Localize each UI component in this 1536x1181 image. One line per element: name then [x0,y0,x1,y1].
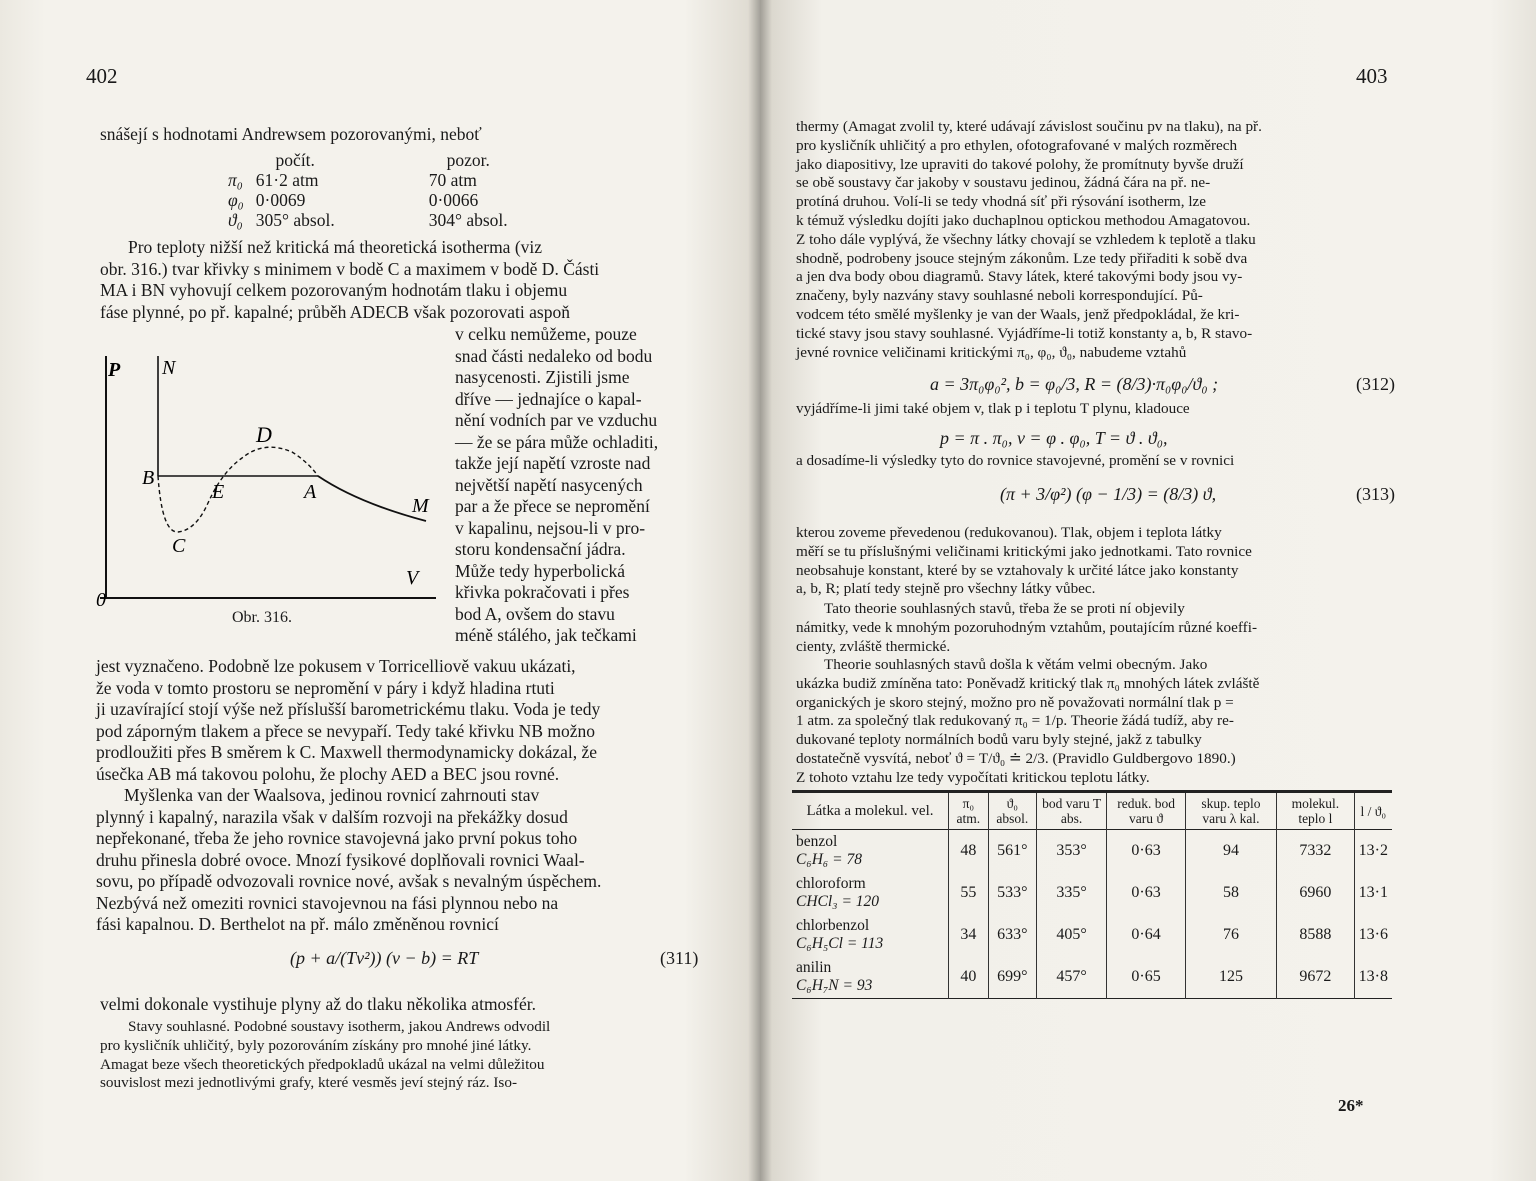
table-cell: 6960 [1277,872,1355,914]
text-line: méně stálého, jak tečkami [455,625,637,645]
text-line: Nezbývá než omeziti rovnici stavojevnou na fási plynnou nebo na [96,892,559,913]
figure-label-origin: 0 [96,589,106,611]
text-line: a, b, R; platí tedy stejně pro všechny látky vůbec. [796,580,1096,598]
table-cell: 0·65 [1107,956,1185,999]
line-vyjadrime: vyjádříme-li jimi také objem v, tlak p i teplotu T plynu, kladouce [796,400,1190,417]
text-line: Stavy souhlasné. Podobné soustavy isotherm, jakou Andrews odvodil [128,1018,551,1035]
paragraph-van-der-waals [96,785,700,936]
obs-value: 70 atm [428,170,477,190]
text-line: ukázka budiž zmíněna tato: Poněvadž kritický tlak π₀ mnohých látek zvláště [796,674,1260,692]
calc-value: 0·0069 [255,190,306,210]
text-line: — že se pára může ochladiti, [455,431,659,452]
calc-value: 305° absol. [255,210,335,230]
table-cell: 8588 [1277,914,1355,956]
table-cell: 40 [949,956,989,999]
table-cell: 0·63 [1107,830,1185,873]
line-dosadime: a dosadíme-li výsledky tyto do rovnice stavojevné, promění se v rovnici [796,452,1235,469]
figure-label-V: V [406,567,419,589]
table-cell: 125 [1185,956,1276,999]
paragraph-reduced [796,524,1396,599]
text-line: v kapalinu, nejsou-li v pro- [455,517,646,538]
equation-substitution: p = π . π₀, v = φ . φ₀, T = ϑ . ϑ₀, [940,428,1168,448]
text-line: jako diapositivy, lze upraviti do takové polohy, že promítnuty byvše druží [796,155,1244,173]
table-cell: 58 [1185,872,1276,914]
signature-mark: 26* [1338,1096,1364,1115]
equation-312: a = 3π₀φ₀², b = φ₀/3, R = (8/3)·π₀φ₀/ϑ₀ ; [930,374,1219,394]
text-line: dostatečně vysvítá, neboť ϑ = T/ϑ₀ ≐ 2/3. (Pravidlo Guldbergovo 1890.) [796,749,1236,767]
paragraph-maxwell [96,656,700,785]
after-equation-line: velmi dokonale vystihuje plyny až do tlaku několika atmosfér. [100,994,536,1014]
text-line: měří se tu příslušnými veličinami kritickými jako jednotkami. Tato rovnice [796,542,1252,560]
table-header: π₀ atm. [949,792,989,830]
table-cell: 9672 [1277,956,1355,999]
figure-316-isotherm [96,348,442,618]
table-header: bod varu T abs. [1036,792,1107,830]
paragraph-stavy-souhlasne [100,1018,704,1093]
table-cell: 533° [988,872,1036,914]
paragraph-amagat [796,118,1396,362]
figure-label-B: B [142,467,155,489]
text-line: plynný i kapalný, narazila však v dalším rozvoji na překážky dosud [96,806,568,827]
text-line: se obě soustavy čar jakoby v soustavu jedinou, žádná čára na př. ne- [796,174,1211,192]
text-line: fási kapalnou. D. Berthelot na př. málo změněnou rovnicí [96,914,499,934]
text-line: nasycenosti. Zjistili jsme [455,367,630,387]
table-cell: 13·2 [1354,830,1392,873]
figure-label-P: P [108,359,121,381]
text-line: Pro teploty nižší než kritická má theoretická isotherma (viz [128,237,543,257]
equation-313: (π + 3/φ²) (φ − 1/3) = (8/3) ϑ, [1000,484,1217,504]
text-line: ji uzavírající stojí výše než příslušší barometrickému tlaku. Voda je tedy [96,699,601,719]
text-line: k témuž výsledku dojíti jako duchaplnou optickou methodou Amagatovou. [796,211,1251,229]
text-line: největší napětí nasycených [455,474,643,495]
figure-label-E: E [212,481,225,503]
text-line: souvislost mezi jednotlivými grafy, které vesměs jeví stejný ráz. Iso- [100,1074,517,1092]
text-line: tické stavy jsou stavy souhlasné. Vyjádříme-li totiž konstanty a, b, R stavo- [796,324,1253,342]
table-header: skup. teplo varu λ kal. [1185,792,1276,830]
text-line: kterou zoveme převedenou (redukovanou). Tlak, objem i teplota látky [796,524,1222,541]
symbol: ϑ₀ [228,210,243,230]
substance-name: anilin [796,959,832,976]
symbol: φ₀ [228,190,244,210]
text-line: Z tohoto vztahu lze tedy vypočítati kritickou teplotu látky. [796,768,1150,786]
text-line: pod záporným tlakem a přece se nevypaří. Tedy také křivku NB možno [96,720,595,741]
substance-cell [792,872,949,914]
paragraph-isotherm [100,237,700,323]
equation-311: (p + a/(Tv²)) (v − b) = RT [290,948,479,968]
table-cell: 353° [1036,830,1107,873]
text-line: druhu přinesla dobré ovoce. Mnozí fysikové doplňovali rovnici Waal- [96,849,585,870]
figure-label-N: N [162,357,176,379]
equation-313-label: (313) [1356,484,1395,504]
text-line: námitky, vede k mnohým pozoruhodným vztahům, poutajícím různé koeffi- [796,618,1258,636]
text-line: bod A, ovšem do stavu [455,603,615,624]
table-header-row [792,792,1392,830]
text-line: protíná druhou. Volí-li se tedy vhodná síť při rýsování isotherm, lze [796,193,1207,211]
table-row [792,872,1392,914]
table-header: Látka a molekul. vel. [806,802,934,819]
page-number: 402 [86,64,118,88]
text-line: pro kysličník uhličitý a pro ethylen, ofotografované v malých rozměrech [796,136,1238,154]
text-line: značeny, byly nazvány stavy souhlasné neboli korrespondující. Pů- [796,287,1203,305]
table-header: reduk. bod varu ϑ [1107,792,1185,830]
text-line: 1 atm. za společný tlak redukovaný π₀ = 1/p. Theorie žádá tudíž, aby re- [796,712,1234,730]
text-line: úsečka AB má takovou polohu, že plochy AED a BEC jsou rovné. [96,763,560,784]
obs-value: 304° absol. [428,210,508,230]
table-header: molekul. teplo l [1277,792,1355,830]
text-line: že voda v tomto prostoru se nepromění v páry i když hladina rtuti [96,677,555,698]
text-line: jevné rovnice veličinami kritickými π₀, φ₀, ϑ₀, nabudeme vztahů [796,343,1187,361]
values-table [222,150,514,230]
obs-value: 0·0066 [428,190,479,210]
text-line: dukované teploty normálních bodů varu byly stejné, jakž z tabulky [796,731,1202,749]
text-line: MA i BN vyhovují celkem pozorovaným hodnotám tlaku i objemu [100,280,568,300]
symbol: π₀ [228,170,243,190]
text-line: snad části nedaleko od bodu [455,345,653,366]
figure-label-C: C [172,535,186,557]
text-line: pro kysličník uhličitý, byly pozorováním získány pro mnohé jiné látky. [100,1036,532,1054]
text-line: dříve — jednajíce o kapal- [455,388,642,409]
table-header: ϑ₀ absol. [988,792,1036,830]
text-line: Může tedy hyperbolická [455,560,626,581]
calc-value: 61·2 atm [255,170,319,190]
substance-cell [792,830,949,873]
text-line: v celku nemůžeme, pouze [455,324,637,344]
paragraph-narrow [455,324,695,647]
text-line: nepřekonané, třeba že jeho rovnice stavojevná jako první pokus toho [96,828,578,848]
equation-312-label: (312) [1356,374,1395,394]
right-page [760,0,1536,1181]
text-line: Amagat beze všech theoretických předpokladů ukázal na velmi důležitou [100,1055,545,1073]
text-line: prodloužiti přes B směrem k C. Maxwell thermodynamicky dokázal, že [96,742,598,762]
text-line: křivka pokračovati i přes [455,582,630,602]
boiling-point-table [792,790,1392,999]
table-cell: 13·1 [1354,872,1392,914]
text-line: takže její napětí vzroste nad [455,453,651,473]
table-cell: 48 [949,830,989,873]
substance-name: chlorbenzol [796,917,870,934]
table-cell: 76 [1185,914,1276,956]
figure-label-M: M [412,495,429,517]
text-line: storu kondensační jádra. [455,539,626,559]
text-line: obr. 316.) tvar křivky s minimem v bodě C a maximem v bodě D. Části [100,258,600,279]
table-cell: 405° [1036,914,1107,956]
table-row [792,956,1392,999]
table-cell: 13·8 [1354,956,1392,999]
table-cell: 55 [949,872,989,914]
text-line: neobsahuje konstant, které by se vztahovaly k určité látce jako konstanty [796,561,1239,579]
text-line: cienty, zvláště thermické. [796,637,951,655]
text-line: Tato theorie souhlasných stavů, třeba že se proti ní objevily [824,600,1185,617]
table-cell: 34 [949,914,989,956]
figure-label-A: A [304,481,317,503]
text-line: Z toho dále vyplývá, že všechny látky chovají se vzhledem k teplotě a tlaku [796,230,1256,248]
substance-formula: C₆H₆ = 78 [796,851,863,868]
substance-formula: C₆H₅Cl = 113 [796,935,884,952]
substance-formula: C₆H₇N = 93 [796,977,873,994]
substance-cell [792,914,949,956]
figure-label-D: D [256,422,272,447]
text-line: Myšlenka van der Waalsova, jedinou rovnicí zahrnouti stav [124,785,540,805]
text-line: jest vyznačeno. Podobně lze pokusem v Torricelliově vakuu ukázati, [96,656,576,676]
table-cell: 335° [1036,872,1107,914]
text-line: thermy (Amagat zvolil ty, které udávají závislost součinu pv na tlaku), na př. [796,118,1262,135]
paragraph-theory [796,600,1396,656]
paragraph-guldberg [796,656,1396,788]
table-cell: 633° [988,914,1036,956]
table-cell: 457° [1036,956,1107,999]
table-row [792,830,1392,873]
equation-311-label: (311) [660,948,699,968]
page-number: 403 [1356,64,1388,88]
text-line: sovu, po případě odvozovali rovnice nové, avšak s nevalným úspěchem. [96,871,602,891]
table-cell: 7332 [1277,830,1355,873]
figure-caption: Obr. 316. [232,609,292,626]
text-line: vodcem této smělé myšlenky je van der Waals, jenž předpokládal, že kri- [796,305,1240,323]
substance-name: chloroform [796,875,866,892]
text-line: shodně, podrobeny jsouce stejným zákonům. Lze tedy přiřaditi k sobě dva [796,249,1248,267]
table-cell: 0·63 [1107,872,1185,914]
book-gutter [748,0,772,1181]
substance-formula: CHCl₃ = 120 [796,893,880,910]
table-cell: 94 [1185,830,1276,873]
table-cell: 13·6 [1354,914,1392,956]
intro-line: snášejí s hodnotami Andrewsem pozorovanými, neboť [100,124,482,144]
text-line: fáse plynné, po př. kapalné; průběh ADECB však pozorovati aspoň [100,301,570,322]
text-line: Theorie souhlasných stavů došla k větám velmi obecným. Jako [824,656,1208,673]
text-line: nění vodních par ve vzduchu [455,410,658,430]
left-page [0,0,760,1181]
substance-name: benzol [796,833,838,850]
text-line: organických je skoro stejný, možno pro ně považovati normální tlak p = [796,693,1234,711]
table-cell: 0·64 [1107,914,1185,956]
table-header: l / ϑ₀ [1354,792,1392,830]
table-cell: 561° [988,830,1036,873]
header-obs: pozor. [446,150,490,170]
text-line: a jen dva body obou diagramů. Stavy látek, které takovými body jsou vy- [796,268,1243,286]
text-line: par a že přece se nepromění [455,496,650,516]
table-cell: 699° [988,956,1036,999]
header-calc: počít. [275,150,315,170]
table-row [792,914,1392,956]
substance-cell [792,956,949,999]
